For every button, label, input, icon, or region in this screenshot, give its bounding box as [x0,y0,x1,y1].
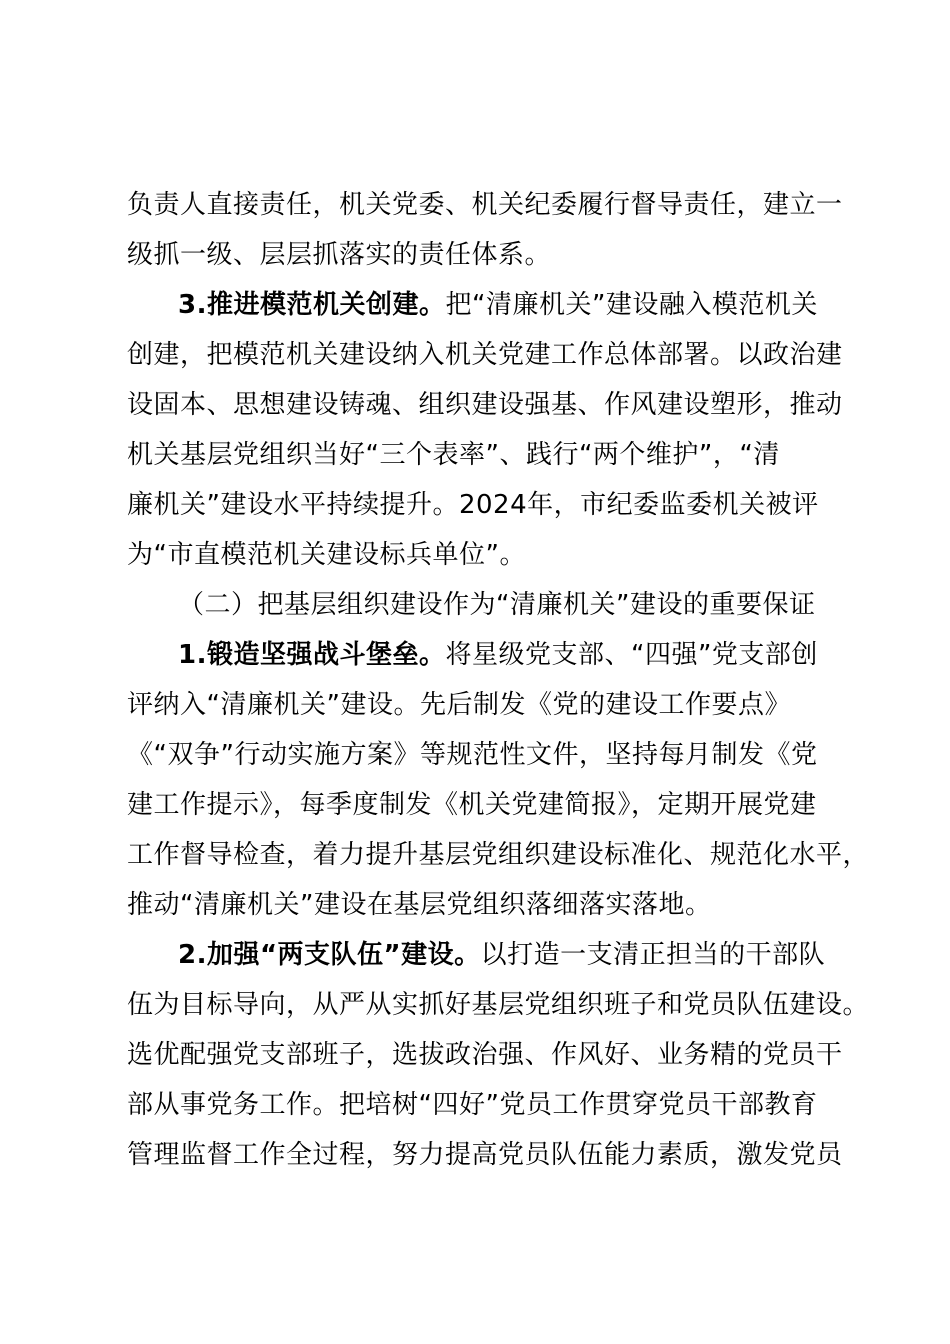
paragraph-line [127,480,819,530]
subsection-heading [178,580,815,630]
line-text: 为“市直模范机关建设标兵单位”。 [127,540,526,570]
line-text: 廉机关”建设水平持续提升。2024年，市纪委监委机关被评 [127,490,819,520]
paragraph-line [127,830,869,880]
paragraph-line [127,180,843,230]
section-heading-line [178,280,818,330]
paragraph-line [127,330,843,380]
line-text: 建工作提示》，每季度制发《机关党建简报》，定期开展党建 [127,790,817,820]
line-text: 评纳入“清廉机关”建设。先后制发《党的建设工作要点》 [127,690,791,720]
line-text: （二）把基层组织建设作为“清廉机关”建设的重要保证 [178,590,816,620]
paragraph-line [127,780,817,830]
line-text: 选优配强党支部班子，选拔政治强、作风好、业务精的党员干 [127,1040,843,1070]
line-text: 设固本、思想建设铸魂、组织建设强基、作风建设塑形，推动 [127,390,843,420]
line-text: 将星级党支部、“四强”党支部创 [445,640,818,670]
paragraph-line [127,530,526,580]
paragraph-line [127,880,711,930]
line-text: 机关基层党组织当好“三个表率”、践行“两个维护”，“清 [127,440,780,470]
paragraph-line [127,1030,843,1080]
line-text: 伍为目标导向，从严从实抓好基层党组织班子和党员队伍建设。 [127,990,870,1020]
line-text: 级抓一级、层层抓落实的责任体系。 [127,240,552,270]
line-text: 把“清廉机关”建设融入模范机关 [445,290,818,320]
line-text: 部从事党务工作。把培树“四好”党员工作贯穿党员干部教育 [127,1090,818,1120]
paragraph-line [127,730,817,780]
line-text: 《“双争”行动实施方案》等规范性文件，坚持每月制发《党 [127,740,818,770]
line-text: 创建，把模范机关建设纳入机关党建工作总体部署。以政治建 [127,340,843,370]
section-heading-line [178,630,818,680]
line-text: 管理监督工作全过程，努力提高党员队伍能力素质，激发党员 [127,1140,843,1170]
line-text: 工作督导检查，着力提升基层党组织建设标准化、规范化水平， [127,840,870,870]
paragraph-line [127,1130,843,1180]
paragraph-line [127,230,551,280]
section-heading: 2.加强“两支队伍”建设。 [178,940,481,970]
paragraph-line [127,430,780,480]
section-heading: 1.锻造坚强战斗堡垒。 [178,640,446,670]
section-heading-line [178,930,825,980]
paragraph-line [127,1080,817,1130]
section-heading: 3.推进模范机关创建。 [178,290,446,320]
paragraph-line [127,980,869,1030]
line-text: 以打造一支清正担当的干部队 [480,940,826,970]
paragraph-line [127,380,843,430]
paragraph-line [127,680,791,730]
line-text: 推动“清廉机关”建设在基层党组织落细落实落地。 [127,890,712,920]
line-text: 负责人直接责任，机关党委、机关纪委履行督导责任，建立一 [127,190,843,220]
